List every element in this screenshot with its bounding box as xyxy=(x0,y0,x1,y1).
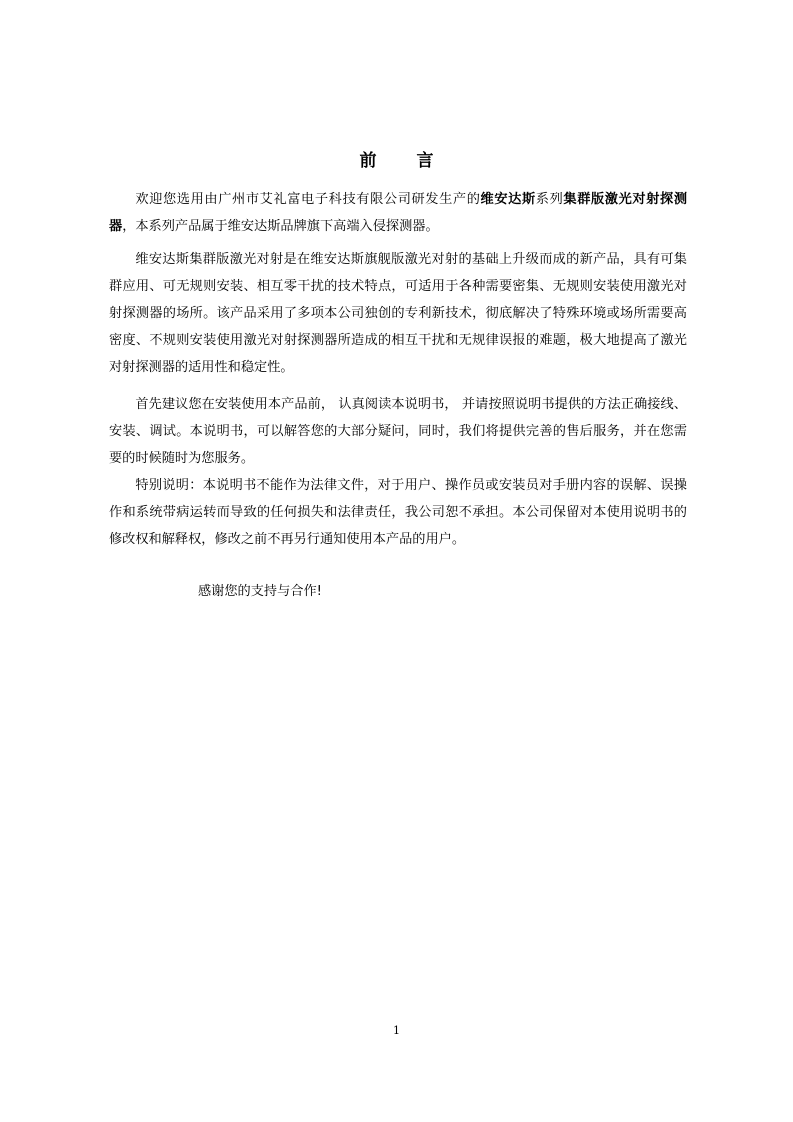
intro-text-1: 欢迎您选用由广州市艾礼富电子科技有限公司研发生产的 xyxy=(135,192,481,207)
paragraph-disclaimer: 特别说明：本说明书不能作为法律文件，对于用户、操作员或安装员对手册内容的误解、误操作和系统带病运转而导致的任何损失和法律责任，我公司恕不承担。本公司保留对本使用说明书的修改权和解释权，修改之前不再另行通知使用本产品的用户。 xyxy=(109,478,687,547)
preface-body xyxy=(109,186,687,553)
intro-text-2: 系列 xyxy=(535,192,564,207)
thanks-note: 感谢您的支持与合作! xyxy=(198,584,322,599)
intro-text-3: ，本系列产品属于维安达斯品牌旗下高端入侵探测器。 xyxy=(122,219,439,234)
page-number: 1 xyxy=(393,1024,400,1037)
paragraph-reading-advice: 首先建议您在安装使用本产品前， 认真阅读本说明书， 并请按照说明书提供的方法正确接线、安装、调试。本说明书，可以解答您的大部分疑问，同时，我们将提供完善的售后服务，并在您需要的时候随时为您服务。 xyxy=(109,397,687,466)
paragraph-product-description: 维安达斯集群版激光对射是在维安达斯旗舰版激光对射的基础上升级而成的新产品，具有可集群应用、可无规则安装、相互零干扰的技术特点，可适用于各种需要密集、无规则安装使用激光对射探测器的场所。该产品采用了多项本公司独创的专利新技术，彻底解决了特殊环境或场所需要高密度、不规则安装使用激光对射探测器所造成的相互干扰和无规律误报的难题，极大地提高了激光对射探测器的适用性和稳定性。 xyxy=(109,252,687,375)
title-char-1: 前 xyxy=(359,151,377,171)
brand-name: 维安达斯 xyxy=(480,192,536,207)
paragraph-intro xyxy=(109,186,687,240)
page-title xyxy=(0,146,793,171)
product-name: 集群版激光对射探测器 xyxy=(109,192,688,234)
title-char-2: 言 xyxy=(416,151,434,171)
